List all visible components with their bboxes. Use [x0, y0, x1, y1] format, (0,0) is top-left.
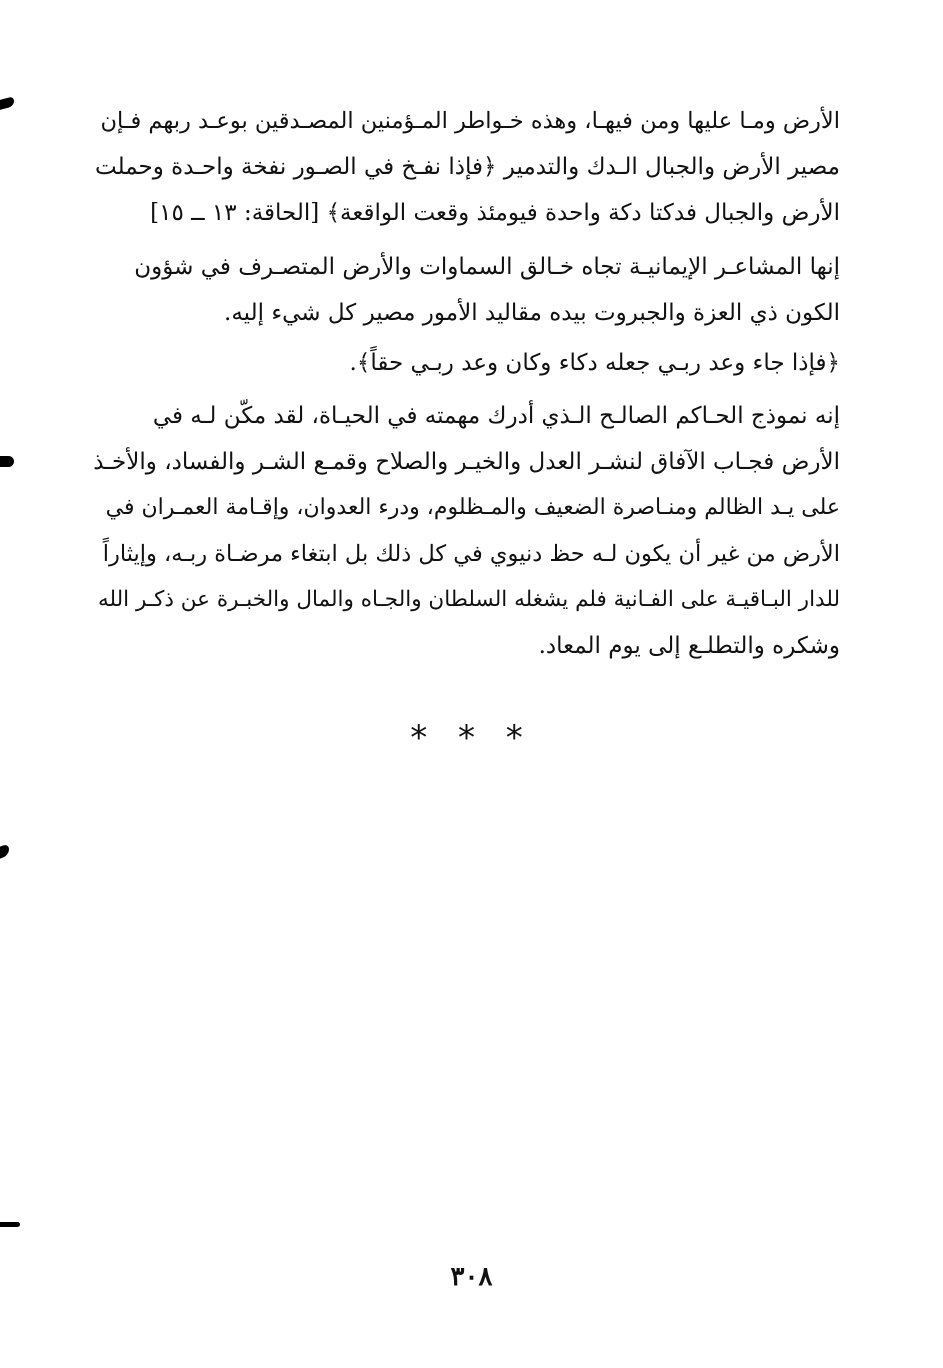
- page-edge-mark: [0, 843, 9, 858]
- text-line: الأرض فجـاب الآفاق لنشـر العدل والخيـر والصلاح وقمـع الشـر والفساد، والأخـذ: [93, 449, 840, 475]
- page-edge-mark: [0, 456, 14, 467]
- paragraph: [92, 393, 840, 669]
- text-line: الكون ذي العزة والجبروت بيده مقاليد الأمور مصير كل شيء إليه.: [224, 300, 840, 326]
- quran-verse: [92, 340, 840, 386]
- text-line: على يـد الظالم ومنـاصرة الضعيف والمـظلوم، ودرء العدوان، وإقـامة العمـران في: [105, 495, 840, 520]
- text-line: ﴿فإذا جاء وعد ربـي جعله دكاء وكان وعد ربـي حقاً﴾.: [349, 350, 840, 376]
- paragraph: [92, 98, 840, 236]
- page-edge-mark: [0, 1222, 20, 1227]
- text-line: وشكره والتطلـع إلى يوم المعاد.: [538, 633, 840, 659]
- text-line: مصير الأرض والجبال الـدك والتدمير ﴿فإذا نفـخ في الصـور نفخة واحـدة وحملت: [95, 154, 840, 180]
- page-edge-mark: [0, 96, 14, 110]
- text-line: للدار البـاقيـة على الفـانية فلم يشغله السلطان والجـاه والمال والخبـرة عن ذكـر الله: [97, 587, 840, 612]
- text-line: إنه نموذج الحـاكم الصالـح الـذي أدرك مهمته في الحيـاة، لقد مكّن لـه في: [152, 403, 840, 429]
- paragraph: [92, 244, 840, 336]
- page-number: ٣٠٨: [450, 1262, 493, 1292]
- text-line: الأرض والجبال فدكتا دكة واحدة فيومئذ وقعت الواقعة﴾ [الحاقة: ١٣ ــ ١٥]: [150, 200, 840, 226]
- section-separator: * * *: [410, 718, 533, 758]
- text-line: إنها المشاعـر الإيمانيـة تجاه خـالق السماوات والأرض المتصـرف في شؤون: [134, 254, 840, 280]
- text-line: الأرض ومـا عليها ومن فيهـا، وهذه خـواطر المـؤمنين المصـدقين بوعـد ربهم فـإن: [100, 108, 840, 134]
- text-line: الأرض من غير أن يكون لـه حظ دنيوي في كل ذلك بل ابتغاء مرضـاة ربـه، وإيثاراً: [102, 541, 840, 567]
